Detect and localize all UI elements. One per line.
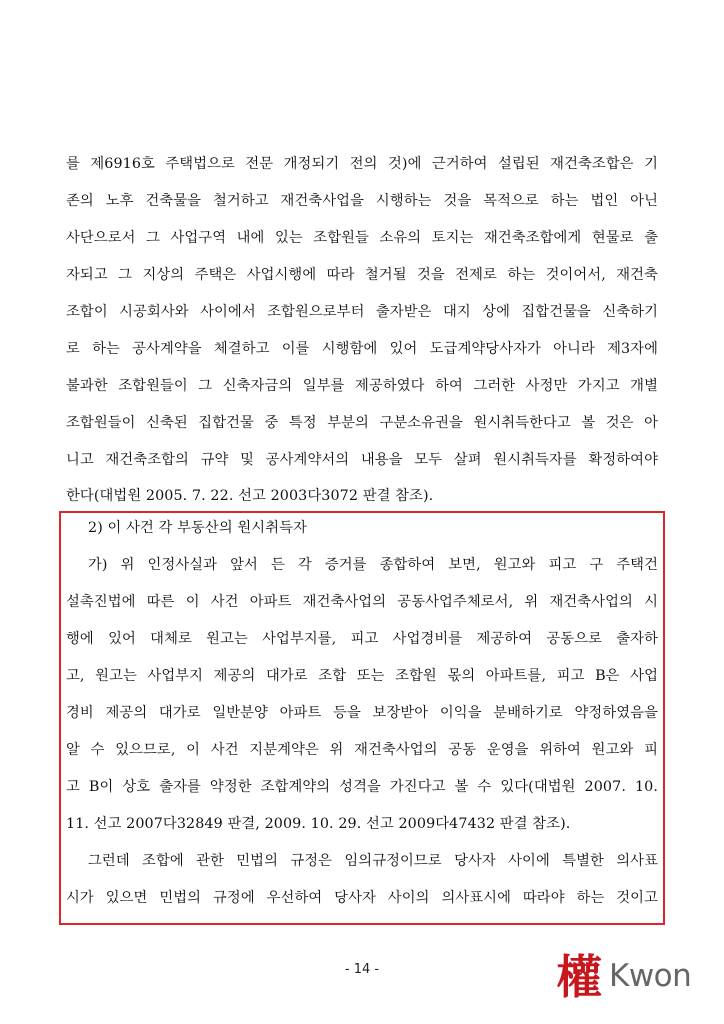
- text-line: 사단으로서 그 사업구역 내에 있는 조합원들 소유의 토지는 재건축조합에게 현물로 출: [66, 230, 658, 246]
- text-line: 그런데 조합에 관한 민법의 규정은 임의규정이므로 당사자 사이에 특별한 의사표: [88, 853, 658, 869]
- text-line: 니고 재건축조합의 규약 및 공사계약서의 내용을 모두 살펴 원시취득자를 확정하여야: [66, 452, 658, 468]
- text-line: 자되고 그 지상의 주택은 사업시행에 따라 철거될 것을 전제로 하는 것이어서, 재건축: [66, 267, 658, 283]
- text-line: 고 B이 상호 출자를 약정한 조합계약의 성격을 가진다고 볼 수 있다(대법원 2007. 10.: [66, 779, 658, 795]
- text-line: 시가 있으면 민법의 규정에 우선하여 당사자 사이의 의사표시에 따라야 하는 것이고: [66, 890, 658, 906]
- text-line: 로 하는 공사계약을 체결하고 이를 시행함에 있어 도급계약당사자가 아니라 제3자에: [66, 341, 658, 357]
- text-line: 11. 선고 2007다32849 판결, 2009. 10. 29. 선고 2009다47432 판결 참조).: [66, 816, 571, 832]
- section-heading: 2) 이 사건 각 부동산의 원시취득자: [88, 520, 307, 536]
- text-line: 존의 노후 건축물을 철거하고 재건축사업을 시행하는 것을 목적으로 하는 법인 아닌: [66, 193, 658, 209]
- text-line: 조합이 시공회사와 사이에서 조합원으로부터 출자받은 대지 상에 집합건물을 신축하기: [66, 304, 658, 320]
- text-line: 행에 있어 대체로 원고는 사업부지를, 피고 사업경비를 제공하여 공동으로 출자하: [66, 631, 658, 647]
- text-line: 조합원들이 신축된 집합건물 중 특정 부분의 구분소유권을 원시취득한다고 볼 것은 아: [66, 415, 658, 431]
- logo-text: Kwon: [609, 958, 692, 994]
- text-line: 고, 원고는 사업부지 제공의 대가로 조합 또는 조합원 몫의 아파트를, 피고 B은 사업: [66, 668, 658, 684]
- page-number: - 14 -: [344, 962, 380, 977]
- text-line: 경비 제공의 대가로 일반분양 아파트 등을 보장받아 이익을 분배하기로 약정하였음을: [66, 705, 658, 721]
- seal-icon: 權: [556, 950, 602, 1004]
- text-line: 가) 위 인정사실과 앞서 든 각 증거를 종합하여 보면, 원고와 피고 구 주택건: [88, 557, 658, 573]
- text-line: 알 수 있으므로, 이 사건 지분계약은 위 재건축사업의 공동 운영을 위하여 원고와 피: [66, 742, 658, 758]
- text-line: 한다(대법원 2005. 7. 22. 선고 2003다3072 판결 참조).: [66, 488, 434, 504]
- text-line: 설촉진법에 따른 이 사건 아파트 재건축사업의 공동사업주체로서, 위 재건축사업의 시: [66, 594, 658, 610]
- kwon-logo: [553, 946, 692, 1004]
- text-line: 를 제6916호 주택법으로 전문 개정되기 전의 것)에 근거하여 설립된 재건축조합은 기: [66, 156, 658, 172]
- text-line: 불과한 조합원들이 그 신축자금의 일부를 제공하였다 하여 그러한 사정만 가지고 개별: [66, 378, 658, 394]
